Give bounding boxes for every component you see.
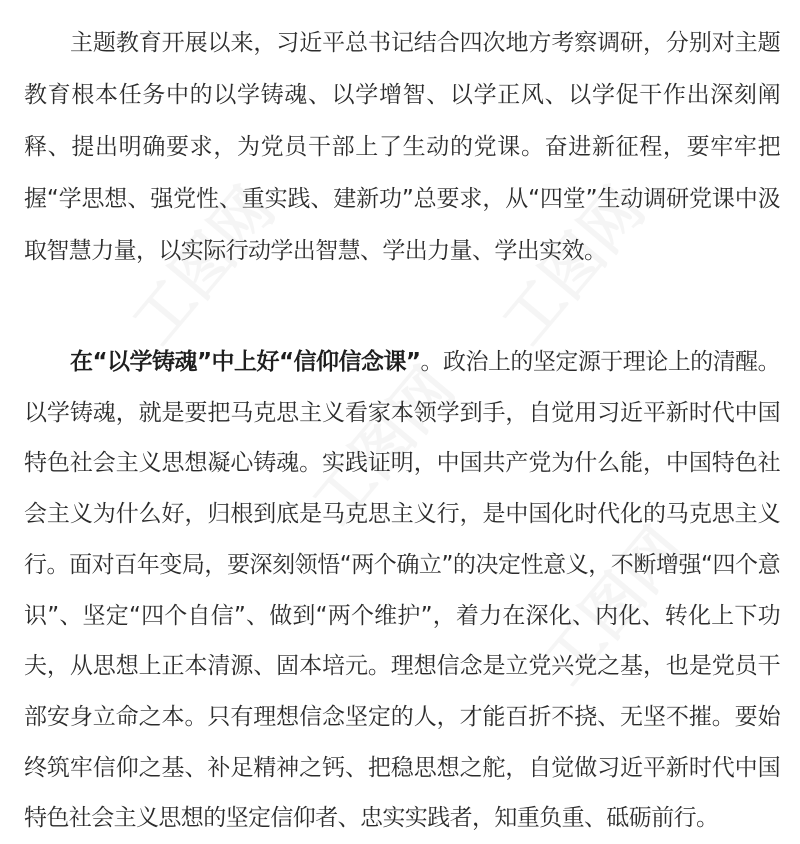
paragraph-intro [24,17,780,277]
paragraph-faith-lesson [24,337,780,844]
paragraph-text: 主题教育开展以来，习近平总书记结合四次地方考察调研，分别对主题教育根本任务中的以学铸魂、以学增智、以学正风、以学促干作出深刻阐释、提出明确要求，为党员干部上了生动的党课。奋进新征程，要牢牢把握“学思想、强党性、重实践、建新功”总要求，从“四堂”生动调研党课中汲取智慧力量，以实际行动学出智慧、学出力量、学出实效。 [24,30,780,264]
article-body [24,17,780,844]
paragraph-text: 。政治上的坚定源于理论上的清醒。以学铸魂，就是要把马克思主义看家本领学到手，自觉用习近平新时代中国特色社会主义思想凝心铸魂。实践证明，中国共产党为什么能，中国特色社会主义为什么好，归根到底是马克思主义行，是中国化时代化的马克思主义行。面对百年变局，要深刻领悟“两个确立”的决定性意义，不断增强“四个意识”、坚定“四个自信”、做到“两个维护”，着力在深化、内化、转化上下功夫，从思想上正本清源、固本培元。理想信念是立党兴党之基，也是党员干部安身立命之本。只有理想信念坚定的人，才能百折不挠、无坚不摧。要始终筑牢信仰之基、补足精神之钙、把稳思想之舵，自觉做习近平新时代中国特色社会主义思想的坚定信仰者、忠实实践者，知重负重、砥砺前行。 [24,349,781,832]
paragraph-heading: 在“以学铸魂”中上好“信仰信念课” [70,349,421,375]
